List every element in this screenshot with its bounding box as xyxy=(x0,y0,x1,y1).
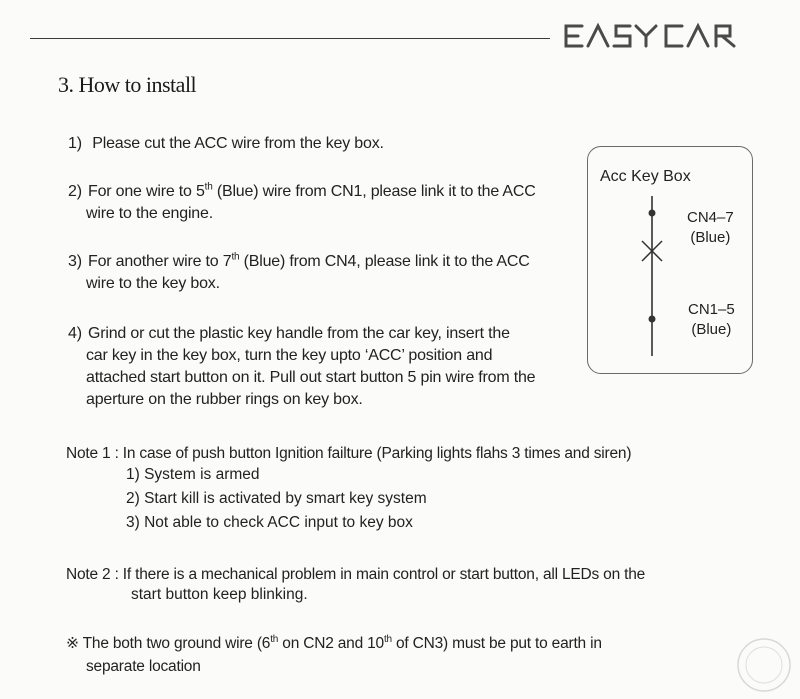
step-text: wire to the key box. xyxy=(86,275,220,292)
step-3 xyxy=(68,251,530,295)
easycar-logo xyxy=(562,16,762,56)
step-number: 4) xyxy=(68,325,82,342)
header-rule xyxy=(30,38,550,39)
reference-mark-icon: ※ xyxy=(66,635,79,652)
step-text: wire to the engine. xyxy=(86,205,213,222)
watermark-seal xyxy=(734,635,794,695)
step-number: 3) xyxy=(68,253,82,270)
superscript: th xyxy=(270,633,279,645)
diagram-title: Acc Key Box xyxy=(600,168,691,185)
superscript: th xyxy=(231,251,240,263)
step-number: 2) xyxy=(68,183,82,200)
note-1-item: 2) Start kill is activated by smart key system xyxy=(126,490,427,507)
note-1-item: 1) System is armed xyxy=(126,466,260,483)
note-1 xyxy=(66,443,631,465)
cn1-label: CN1–5 (Blue) xyxy=(688,301,735,338)
cn4-label: CN4–7 (Blue) xyxy=(687,209,734,246)
superscript: th xyxy=(383,633,392,645)
note-text: In case of push button Ignition failture (Parking lights flahs 3 times and siren) xyxy=(122,445,632,462)
step-text: For another wire to 7 xyxy=(88,253,232,270)
step-text: Grind or cut the plastic key handle from the car key, insert the xyxy=(88,325,510,342)
cn4-junction-dot xyxy=(649,210,656,217)
cn1-junction-dot xyxy=(649,316,656,323)
step-1 xyxy=(68,133,384,155)
step-number: 1) xyxy=(68,135,82,152)
note-2 xyxy=(66,564,645,586)
note-label: Note 1 : xyxy=(66,445,119,462)
step-text: Please cut the ACC wire from the key box. xyxy=(92,135,384,152)
superscript: th xyxy=(204,181,213,193)
note-label: Note 2 : xyxy=(66,566,119,583)
note-text: If there is a mechanical problem in main control or start button, all LEDs on the xyxy=(122,566,646,583)
note-1-item: 3) Not able to check ACC input to key box xyxy=(126,514,413,531)
step-text: (Blue) from CN4, please link it to the ACC xyxy=(239,253,530,270)
step-text: car key in the key box, turn the key upto ‘ACC’ position and xyxy=(86,347,493,364)
step-text: aperture on the rubber rings on key box. xyxy=(86,391,363,408)
ground-wire-warning: ※ The both two ground wire (6th on CN2 and 10th of CN3) must be put to earth in xyxy=(66,633,602,652)
step-text: (Blue) wire from CN1, please link it to the ACC xyxy=(212,183,536,200)
warning-continuation: separate location xyxy=(86,658,201,675)
section-title: 3. How to install xyxy=(58,72,197,97)
step-text: For one wire to 5 xyxy=(88,183,205,200)
step-2 xyxy=(68,181,536,225)
note-2-continuation: start button keep blinking. xyxy=(131,586,308,603)
step-4 xyxy=(68,323,535,411)
step-text: attached start button on it. Pull out start button 5 pin wire from the xyxy=(86,369,536,386)
